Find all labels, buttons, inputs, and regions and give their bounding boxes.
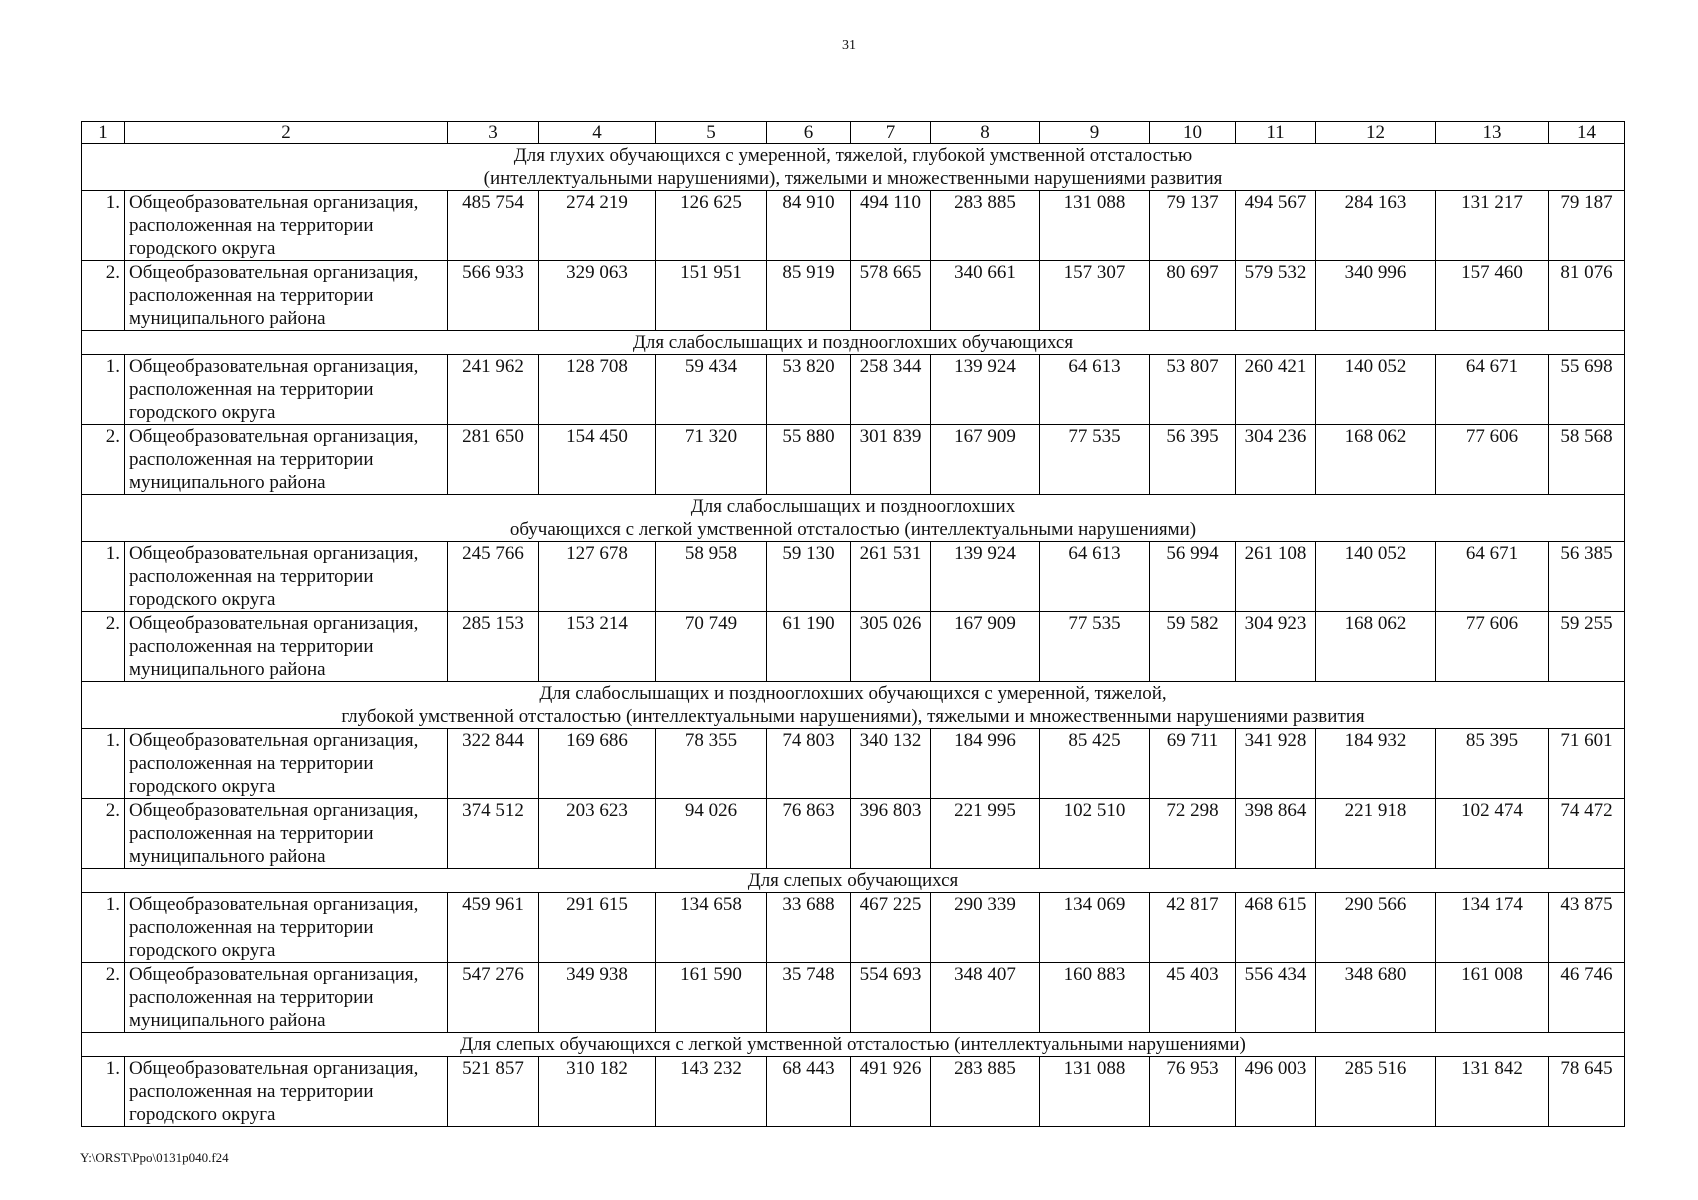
row-number: 1. bbox=[82, 542, 125, 612]
value-cell: 56 385 bbox=[1549, 542, 1625, 612]
section-title-line: Для слабослышащих и позднооглохших обучающихся с умеренной, тяжелой, bbox=[539, 683, 1167, 704]
value-cell: 140 052 bbox=[1316, 542, 1436, 612]
table-row bbox=[82, 191, 1625, 261]
organization-name: Общеобразовательная организация, расположенная на территории городского округа bbox=[125, 191, 448, 261]
column-number: 9 bbox=[1040, 122, 1150, 144]
value-cell: 131 217 bbox=[1436, 191, 1549, 261]
value-cell: 71 601 bbox=[1549, 729, 1625, 799]
value-cell: 184 932 bbox=[1316, 729, 1436, 799]
value-cell: 468 615 bbox=[1236, 893, 1316, 963]
value-cell: 102 474 bbox=[1436, 799, 1549, 869]
value-cell: 77 606 bbox=[1436, 425, 1549, 495]
value-cell: 283 885 bbox=[931, 191, 1040, 261]
value-cell: 168 062 bbox=[1316, 612, 1436, 682]
value-cell: 494 567 bbox=[1236, 191, 1316, 261]
value-cell: 305 026 bbox=[851, 612, 931, 682]
value-cell: 53 820 bbox=[767, 355, 851, 425]
value-cell: 283 885 bbox=[931, 1057, 1040, 1127]
value-cell: 160 883 bbox=[1040, 963, 1150, 1033]
value-cell: 85 395 bbox=[1436, 729, 1549, 799]
value-cell: 79 137 bbox=[1150, 191, 1236, 261]
value-cell: 221 918 bbox=[1316, 799, 1436, 869]
value-cell: 140 052 bbox=[1316, 355, 1436, 425]
value-cell: 139 924 bbox=[931, 542, 1040, 612]
value-cell: 58 568 bbox=[1549, 425, 1625, 495]
value-cell: 64 613 bbox=[1040, 542, 1150, 612]
table-row bbox=[82, 425, 1625, 495]
value-cell: 134 658 bbox=[656, 893, 767, 963]
value-cell: 79 187 bbox=[1549, 191, 1625, 261]
column-number: 2 bbox=[125, 122, 448, 144]
value-cell: 521 857 bbox=[448, 1057, 539, 1127]
value-cell: 35 748 bbox=[767, 963, 851, 1033]
column-number: 4 bbox=[539, 122, 656, 144]
value-cell: 290 339 bbox=[931, 893, 1040, 963]
value-cell: 64 671 bbox=[1436, 355, 1549, 425]
column-number: 8 bbox=[931, 122, 1040, 144]
column-number: 3 bbox=[448, 122, 539, 144]
value-cell: 348 680 bbox=[1316, 963, 1436, 1033]
table-row bbox=[82, 729, 1625, 799]
table-row bbox=[82, 612, 1625, 682]
value-cell: 290 566 bbox=[1316, 893, 1436, 963]
row-number: 1. bbox=[82, 729, 125, 799]
value-cell: 94 026 bbox=[656, 799, 767, 869]
section-title bbox=[82, 1033, 1625, 1057]
value-cell: 157 460 bbox=[1436, 261, 1549, 331]
section-title bbox=[82, 144, 1625, 191]
organization-name: Общеобразовательная организация, расположенная на территории городского округа bbox=[125, 893, 448, 963]
value-cell: 59 255 bbox=[1549, 612, 1625, 682]
table-row bbox=[82, 1057, 1625, 1127]
organization-name: Общеобразовательная организация, расположенная на территории городского округа bbox=[125, 729, 448, 799]
row-number: 2. bbox=[82, 425, 125, 495]
column-number: 1 bbox=[82, 122, 125, 144]
value-cell: 134 069 bbox=[1040, 893, 1150, 963]
value-cell: 74 803 bbox=[767, 729, 851, 799]
row-number: 2. bbox=[82, 799, 125, 869]
value-cell: 76 953 bbox=[1150, 1057, 1236, 1127]
column-number: 7 bbox=[851, 122, 931, 144]
value-cell: 467 225 bbox=[851, 893, 931, 963]
section-header-row bbox=[82, 144, 1625, 191]
value-cell: 74 472 bbox=[1549, 799, 1625, 869]
value-cell: 398 864 bbox=[1236, 799, 1316, 869]
column-number: 11 bbox=[1236, 122, 1316, 144]
value-cell: 153 214 bbox=[539, 612, 656, 682]
column-number: 14 bbox=[1549, 122, 1625, 144]
organization-name: Общеобразовательная организация, расположенная на территории городского округа bbox=[125, 542, 448, 612]
value-cell: 322 844 bbox=[448, 729, 539, 799]
value-cell: 80 697 bbox=[1150, 261, 1236, 331]
value-cell: 53 807 bbox=[1150, 355, 1236, 425]
value-cell: 341 928 bbox=[1236, 729, 1316, 799]
value-cell: 304 236 bbox=[1236, 425, 1316, 495]
value-cell: 556 434 bbox=[1236, 963, 1316, 1033]
value-cell: 71 320 bbox=[656, 425, 767, 495]
row-number: 1. bbox=[82, 893, 125, 963]
value-cell: 547 276 bbox=[448, 963, 539, 1033]
row-number: 2. bbox=[82, 963, 125, 1033]
value-cell: 301 839 bbox=[851, 425, 931, 495]
value-cell: 169 686 bbox=[539, 729, 656, 799]
value-cell: 56 395 bbox=[1150, 425, 1236, 495]
table-row bbox=[82, 261, 1625, 331]
value-cell: 554 693 bbox=[851, 963, 931, 1033]
section-title-line: Для слепых обучающихся с легкой умственной отсталостью (интеллектуальными нарушениями) bbox=[460, 1034, 1246, 1055]
value-cell: 126 625 bbox=[656, 191, 767, 261]
section-header-row bbox=[82, 495, 1625, 542]
organization-name: Общеобразовательная организация, расположенная на территории городского округа bbox=[125, 355, 448, 425]
value-cell: 85 425 bbox=[1040, 729, 1150, 799]
value-cell: 81 076 bbox=[1549, 261, 1625, 331]
value-cell: 340 996 bbox=[1316, 261, 1436, 331]
data-table bbox=[81, 121, 1625, 1127]
value-cell: 131 088 bbox=[1040, 1057, 1150, 1127]
page-number: 31 bbox=[842, 38, 856, 53]
value-cell: 131 088 bbox=[1040, 191, 1150, 261]
value-cell: 310 182 bbox=[539, 1057, 656, 1127]
value-cell: 285 153 bbox=[448, 612, 539, 682]
section-title-line: Для слепых обучающихся bbox=[747, 870, 959, 891]
value-cell: 459 961 bbox=[448, 893, 539, 963]
value-cell: 578 665 bbox=[851, 261, 931, 331]
value-cell: 77 535 bbox=[1040, 612, 1150, 682]
value-cell: 154 450 bbox=[539, 425, 656, 495]
section-title-line: Для слабослышащих и позднооглохших обучающихся bbox=[632, 332, 1074, 353]
value-cell: 102 510 bbox=[1040, 799, 1150, 869]
value-cell: 348 407 bbox=[931, 963, 1040, 1033]
value-cell: 143 232 bbox=[656, 1057, 767, 1127]
organization-name: Общеобразовательная организация, расположенная на территории муниципального района bbox=[125, 612, 448, 682]
value-cell: 329 063 bbox=[539, 261, 656, 331]
value-cell: 64 671 bbox=[1436, 542, 1549, 612]
value-cell: 260 421 bbox=[1236, 355, 1316, 425]
value-cell: 70 749 bbox=[656, 612, 767, 682]
value-cell: 64 613 bbox=[1040, 355, 1150, 425]
header-row bbox=[82, 122, 1625, 144]
row-number: 1. bbox=[82, 1057, 125, 1127]
section-title-line: Для слабослышащих и позднооглохших bbox=[690, 496, 1016, 517]
section-header-row bbox=[82, 869, 1625, 893]
column-number: 12 bbox=[1316, 122, 1436, 144]
value-cell: 494 110 bbox=[851, 191, 931, 261]
value-cell: 61 190 bbox=[767, 612, 851, 682]
value-cell: 84 910 bbox=[767, 191, 851, 261]
value-cell: 374 512 bbox=[448, 799, 539, 869]
section-title-line: (интеллектуальными нарушениями), тяжелыми и множественными нарушениями развития bbox=[483, 168, 1223, 189]
value-cell: 131 842 bbox=[1436, 1057, 1549, 1127]
section-title-line: обучающихся с легкой умственной отсталостью (интеллектуальными нарушениями) bbox=[509, 519, 1197, 540]
value-cell: 396 803 bbox=[851, 799, 931, 869]
value-cell: 291 615 bbox=[539, 893, 656, 963]
value-cell: 304 923 bbox=[1236, 612, 1316, 682]
value-cell: 566 933 bbox=[448, 261, 539, 331]
value-cell: 340 132 bbox=[851, 729, 931, 799]
table-row bbox=[82, 542, 1625, 612]
value-cell: 46 746 bbox=[1549, 963, 1625, 1033]
section-title-line: глубокой умственной отсталостью (интеллектуальными нарушениями), тяжелыми и множественными нарушениями развития bbox=[341, 706, 1365, 727]
value-cell: 43 875 bbox=[1549, 893, 1625, 963]
value-cell: 58 958 bbox=[656, 542, 767, 612]
value-cell: 281 650 bbox=[448, 425, 539, 495]
value-cell: 72 298 bbox=[1150, 799, 1236, 869]
value-cell: 496 003 bbox=[1236, 1057, 1316, 1127]
value-cell: 128 708 bbox=[539, 355, 656, 425]
value-cell: 59 582 bbox=[1150, 612, 1236, 682]
row-number: 2. bbox=[82, 261, 125, 331]
organization-name: Общеобразовательная организация, расположенная на территории городского округа bbox=[125, 1057, 448, 1127]
value-cell: 491 926 bbox=[851, 1057, 931, 1127]
value-cell: 261 108 bbox=[1236, 542, 1316, 612]
section-title bbox=[82, 331, 1625, 355]
value-cell: 77 535 bbox=[1040, 425, 1150, 495]
value-cell: 284 163 bbox=[1316, 191, 1436, 261]
value-cell: 161 008 bbox=[1436, 963, 1549, 1033]
value-cell: 45 403 bbox=[1150, 963, 1236, 1033]
value-cell: 139 924 bbox=[931, 355, 1040, 425]
value-cell: 85 919 bbox=[767, 261, 851, 331]
section-header-row bbox=[82, 331, 1625, 355]
organization-name: Общеобразовательная организация, расположенная на территории муниципального района bbox=[125, 261, 448, 331]
row-number: 2. bbox=[82, 612, 125, 682]
section-title bbox=[82, 495, 1625, 542]
value-cell: 241 962 bbox=[448, 355, 539, 425]
value-cell: 258 344 bbox=[851, 355, 931, 425]
column-number: 10 bbox=[1150, 122, 1236, 144]
value-cell: 485 754 bbox=[448, 191, 539, 261]
value-cell: 168 062 bbox=[1316, 425, 1436, 495]
value-cell: 134 174 bbox=[1436, 893, 1549, 963]
section-header-row bbox=[82, 1033, 1625, 1057]
table-row bbox=[82, 963, 1625, 1033]
table-row bbox=[82, 799, 1625, 869]
value-cell: 579 532 bbox=[1236, 261, 1316, 331]
value-cell: 184 996 bbox=[931, 729, 1040, 799]
value-cell: 340 661 bbox=[931, 261, 1040, 331]
value-cell: 78 645 bbox=[1549, 1057, 1625, 1127]
section-title bbox=[82, 869, 1625, 893]
section-title bbox=[82, 682, 1625, 729]
column-number: 6 bbox=[767, 122, 851, 144]
value-cell: 157 307 bbox=[1040, 261, 1150, 331]
organization-name: Общеобразовательная организация, расположенная на территории муниципального района bbox=[125, 963, 448, 1033]
value-cell: 69 711 bbox=[1150, 729, 1236, 799]
organization-name: Общеобразовательная организация, расположенная на территории муниципального района bbox=[125, 425, 448, 495]
value-cell: 42 817 bbox=[1150, 893, 1236, 963]
value-cell: 151 951 bbox=[656, 261, 767, 331]
value-cell: 221 995 bbox=[931, 799, 1040, 869]
value-cell: 127 678 bbox=[539, 542, 656, 612]
column-number: 5 bbox=[656, 122, 767, 144]
value-cell: 59 130 bbox=[767, 542, 851, 612]
value-cell: 167 909 bbox=[931, 612, 1040, 682]
value-cell: 55 880 bbox=[767, 425, 851, 495]
value-cell: 245 766 bbox=[448, 542, 539, 612]
organization-name: Общеобразовательная организация, расположенная на территории муниципального района bbox=[125, 799, 448, 869]
table-row bbox=[82, 355, 1625, 425]
value-cell: 167 909 bbox=[931, 425, 1040, 495]
row-number: 1. bbox=[82, 191, 125, 261]
file-path: Y:\ORST\Ppo\0131p040.f24 bbox=[80, 1150, 229, 1165]
value-cell: 68 443 bbox=[767, 1057, 851, 1127]
value-cell: 349 938 bbox=[539, 963, 656, 1033]
section-title-line: Для глухих обучающихся с умеренной, тяжелой, глубокой умственной отсталостью bbox=[513, 145, 1193, 166]
value-cell: 33 688 bbox=[767, 893, 851, 963]
value-cell: 77 606 bbox=[1436, 612, 1549, 682]
value-cell: 76 863 bbox=[767, 799, 851, 869]
table-row bbox=[82, 893, 1625, 963]
value-cell: 274 219 bbox=[539, 191, 656, 261]
column-number: 13 bbox=[1436, 122, 1549, 144]
row-number: 1. bbox=[82, 355, 125, 425]
section-header-row bbox=[82, 682, 1625, 729]
value-cell: 78 355 bbox=[656, 729, 767, 799]
value-cell: 59 434 bbox=[656, 355, 767, 425]
value-cell: 161 590 bbox=[656, 963, 767, 1033]
value-cell: 261 531 bbox=[851, 542, 931, 612]
value-cell: 56 994 bbox=[1150, 542, 1236, 612]
value-cell: 203 623 bbox=[539, 799, 656, 869]
value-cell: 285 516 bbox=[1316, 1057, 1436, 1127]
value-cell: 55 698 bbox=[1549, 355, 1625, 425]
